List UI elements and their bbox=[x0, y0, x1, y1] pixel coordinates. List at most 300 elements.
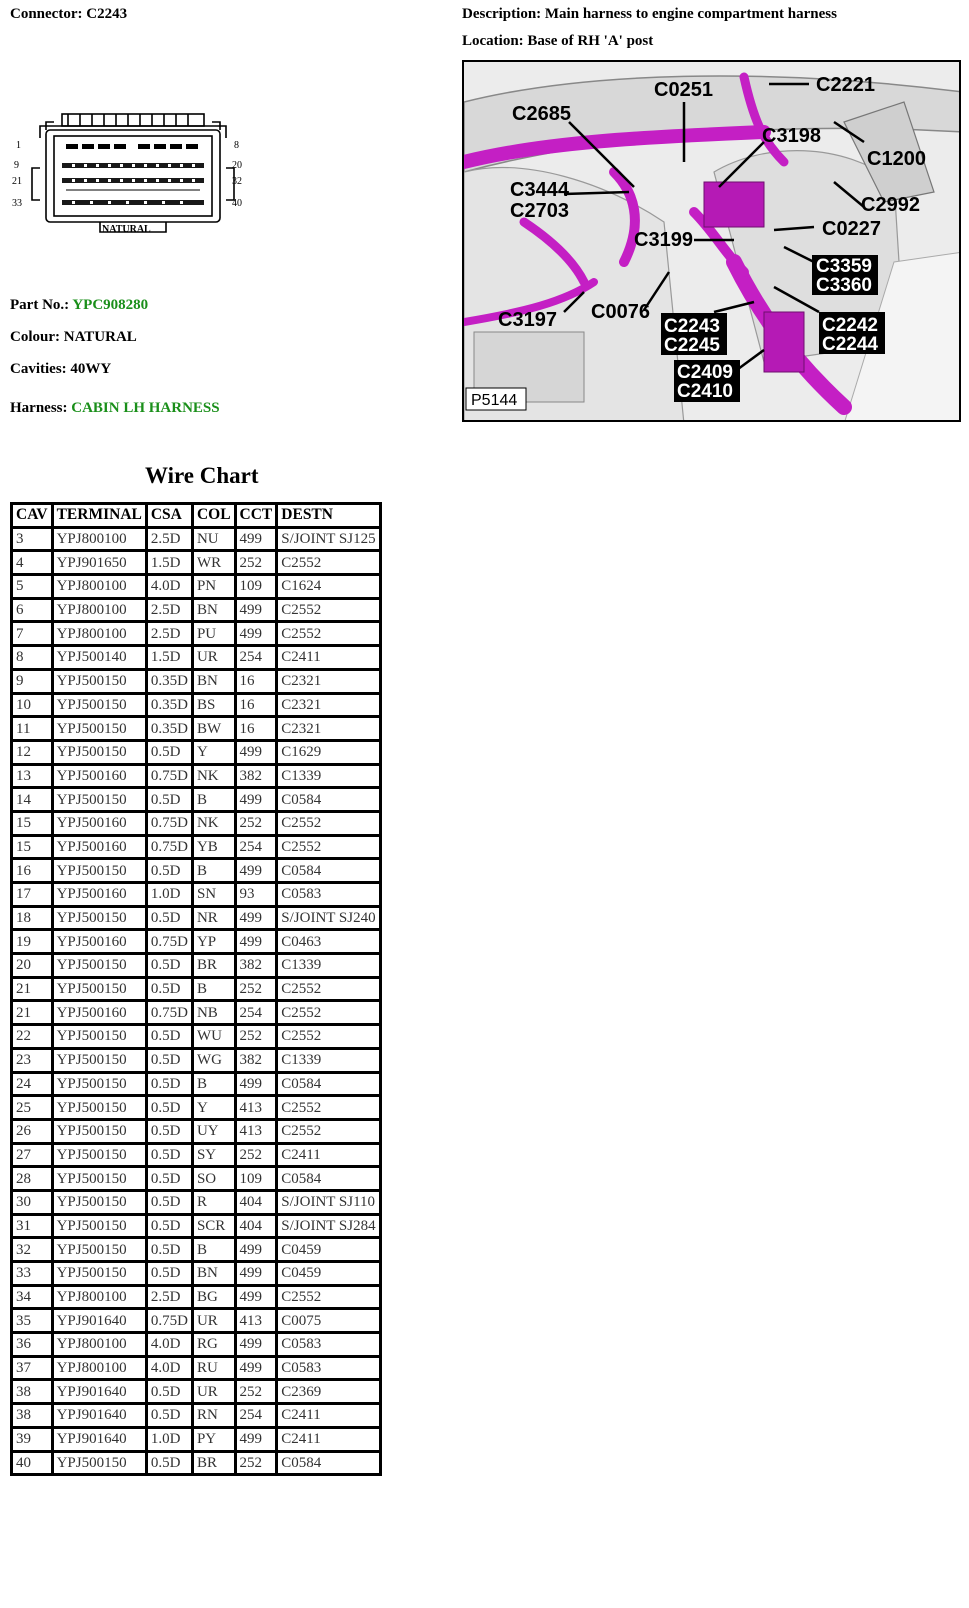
cell-destn: C0584 bbox=[277, 788, 380, 812]
callout-c0251: C0251 bbox=[654, 79, 713, 101]
cell-terminal: YPJ500150 bbox=[52, 954, 146, 978]
cell-csa: 0.5D bbox=[146, 1380, 192, 1404]
cell-terminal: YPJ500160 bbox=[52, 811, 146, 835]
cell-col: B bbox=[192, 1238, 235, 1262]
cell-cav: 21 bbox=[12, 1001, 53, 1025]
table-row bbox=[12, 740, 381, 764]
header-destn: DESTN bbox=[277, 504, 380, 528]
cell-cct: 499 bbox=[235, 1285, 277, 1309]
table-row bbox=[12, 883, 381, 907]
cell-terminal: YPJ901640 bbox=[52, 1309, 146, 1333]
header-csa: CSA bbox=[146, 504, 192, 528]
cell-col: PY bbox=[192, 1427, 235, 1451]
table-row bbox=[12, 930, 381, 954]
part-number-row bbox=[10, 297, 148, 314]
header-col: COL bbox=[192, 504, 235, 528]
cell-destn: C2552 bbox=[277, 977, 380, 1001]
cell-destn: C2552 bbox=[277, 1285, 380, 1309]
cell-destn: C0583 bbox=[277, 883, 380, 907]
cell-csa: 0.5D bbox=[146, 1048, 192, 1072]
callout-c2992: C2992 bbox=[861, 194, 920, 216]
callout-c2685: C2685 bbox=[512, 103, 571, 125]
cell-csa: 0.5D bbox=[146, 1072, 192, 1096]
cell-cct: 404 bbox=[235, 1214, 277, 1238]
wire-chart-header-row bbox=[12, 504, 381, 528]
pin-label-21: 21 bbox=[12, 176, 22, 187]
connector-caption: NATURAL bbox=[102, 224, 151, 235]
cell-cct: 499 bbox=[235, 859, 277, 883]
cell-cav: 31 bbox=[12, 1214, 53, 1238]
cell-destn: C2411 bbox=[277, 1143, 380, 1167]
table-row bbox=[12, 1190, 381, 1214]
cell-cct: 499 bbox=[235, 930, 277, 954]
cell-col: NK bbox=[192, 764, 235, 788]
cell-csa: 2.5D bbox=[146, 598, 192, 622]
table-row bbox=[12, 527, 381, 551]
wire-chart-title: Wire Chart bbox=[145, 463, 259, 488]
cell-col: BG bbox=[192, 1285, 235, 1309]
cell-terminal: YPJ500150 bbox=[52, 1048, 146, 1072]
callout-c1200: C1200 bbox=[867, 148, 926, 170]
cell-destn: C1629 bbox=[277, 740, 380, 764]
location-photo bbox=[462, 60, 961, 422]
cell-csa: 4.0D bbox=[146, 1333, 192, 1357]
cell-cav: 17 bbox=[12, 883, 53, 907]
cell-cct: 499 bbox=[235, 740, 277, 764]
harness-row bbox=[10, 400, 220, 417]
table-row bbox=[12, 646, 381, 670]
cell-cav: 12 bbox=[12, 740, 53, 764]
cell-cct: 382 bbox=[235, 1048, 277, 1072]
cell-col: SO bbox=[192, 1167, 235, 1191]
part-number-label: Part No.: bbox=[10, 297, 73, 313]
cell-terminal: YPJ901640 bbox=[52, 1404, 146, 1428]
cell-csa: 0.5D bbox=[146, 1025, 192, 1049]
table-row bbox=[12, 1427, 381, 1451]
cell-csa: 0.75D bbox=[146, 1001, 192, 1025]
cell-terminal: YPJ800100 bbox=[52, 622, 146, 646]
table-row bbox=[12, 859, 381, 883]
cell-cav: 3 bbox=[12, 527, 53, 551]
cell-cct: 404 bbox=[235, 1190, 277, 1214]
cell-cct: 382 bbox=[235, 954, 277, 978]
cell-cav: 22 bbox=[12, 1025, 53, 1049]
cell-cct: 16 bbox=[235, 669, 277, 693]
cell-cav: 30 bbox=[12, 1190, 53, 1214]
table-row bbox=[12, 669, 381, 693]
table-row bbox=[12, 1262, 381, 1286]
table-row bbox=[12, 1404, 381, 1428]
cell-destn: C1624 bbox=[277, 575, 380, 599]
callout-c2409: C2409 bbox=[677, 362, 733, 383]
cell-cav: 26 bbox=[12, 1119, 53, 1143]
cell-cct: 252 bbox=[235, 551, 277, 575]
cell-cav: 15 bbox=[12, 811, 53, 835]
header-terminal: TERMINAL bbox=[52, 504, 146, 528]
cell-destn: C2321 bbox=[277, 693, 380, 717]
table-row bbox=[12, 551, 381, 575]
cell-destn: C2552 bbox=[277, 551, 380, 575]
cell-destn: C0584 bbox=[277, 1167, 380, 1191]
table-row bbox=[12, 1096, 381, 1120]
cell-cav: 35 bbox=[12, 1309, 53, 1333]
cell-cav: 38 bbox=[12, 1404, 53, 1428]
cell-col: SCR bbox=[192, 1214, 235, 1238]
cell-terminal: YPJ500140 bbox=[52, 646, 146, 670]
cell-destn: C2552 bbox=[277, 1001, 380, 1025]
cell-destn: C2552 bbox=[277, 811, 380, 835]
cell-terminal: YPJ500150 bbox=[52, 1072, 146, 1096]
cell-col: BN bbox=[192, 669, 235, 693]
cell-col: PN bbox=[192, 575, 235, 599]
cell-col: B bbox=[192, 788, 235, 812]
cell-col: BR bbox=[192, 954, 235, 978]
cell-cav: 9 bbox=[12, 669, 53, 693]
harness-label: Harness: bbox=[10, 400, 72, 416]
cell-col: UR bbox=[192, 1309, 235, 1333]
cell-csa: 0.75D bbox=[146, 930, 192, 954]
cell-destn: C2321 bbox=[277, 669, 380, 693]
callout-c3199: C3199 bbox=[634, 229, 693, 251]
cell-cav: 23 bbox=[12, 1048, 53, 1072]
cell-cct: 499 bbox=[235, 527, 277, 551]
pin-label-1: 1 bbox=[16, 140, 21, 151]
cell-terminal: YPJ500150 bbox=[52, 693, 146, 717]
callout-c2245: C2245 bbox=[664, 335, 720, 356]
table-row bbox=[12, 1356, 381, 1380]
cell-csa: 0.5D bbox=[146, 1214, 192, 1238]
cell-cav: 21 bbox=[12, 977, 53, 1001]
cell-cav: 11 bbox=[12, 717, 53, 741]
cell-terminal: YPJ500150 bbox=[52, 1238, 146, 1262]
header-cct: CCT bbox=[235, 504, 277, 528]
table-row bbox=[12, 1333, 381, 1357]
cell-csa: 0.5D bbox=[146, 1238, 192, 1262]
cell-cct: 499 bbox=[235, 1072, 277, 1096]
cell-csa: 0.5D bbox=[146, 788, 192, 812]
cell-terminal: YPJ800100 bbox=[52, 598, 146, 622]
cell-csa: 0.5D bbox=[146, 1143, 192, 1167]
cell-col: SN bbox=[192, 883, 235, 907]
callout-c2221: C2221 bbox=[816, 74, 875, 96]
cell-cct: 499 bbox=[235, 788, 277, 812]
cell-cct: 254 bbox=[235, 1001, 277, 1025]
cell-col: RG bbox=[192, 1333, 235, 1357]
cell-csa: 0.5D bbox=[146, 954, 192, 978]
cell-cav: 20 bbox=[12, 954, 53, 978]
table-row bbox=[12, 811, 381, 835]
cell-csa: 0.5D bbox=[146, 1167, 192, 1191]
cell-terminal: YPJ800100 bbox=[52, 575, 146, 599]
cell-destn: C0459 bbox=[277, 1262, 380, 1286]
cell-destn: C0459 bbox=[277, 1238, 380, 1262]
cell-cct: 252 bbox=[235, 977, 277, 1001]
cell-cav: 6 bbox=[12, 598, 53, 622]
callout-c3359: C3359 bbox=[816, 256, 872, 277]
cell-col: UR bbox=[192, 646, 235, 670]
cell-terminal: YPJ500150 bbox=[52, 788, 146, 812]
cell-csa: 0.75D bbox=[146, 835, 192, 859]
callout-c2244: C2244 bbox=[822, 334, 878, 355]
connector-face-diagram bbox=[10, 108, 250, 240]
cell-cav: 14 bbox=[12, 788, 53, 812]
cell-cav: 27 bbox=[12, 1143, 53, 1167]
cell-csa: 1.5D bbox=[146, 551, 192, 575]
cell-cav: 33 bbox=[12, 1262, 53, 1286]
table-row bbox=[12, 1001, 381, 1025]
table-row bbox=[12, 1285, 381, 1309]
pin-label-32: 32 bbox=[232, 176, 242, 187]
header-cav: CAV bbox=[12, 504, 53, 528]
cell-col: RN bbox=[192, 1404, 235, 1428]
cell-terminal: YPJ800100 bbox=[52, 1285, 146, 1309]
cell-terminal: YPJ901640 bbox=[52, 1427, 146, 1451]
cell-destn: C1339 bbox=[277, 764, 380, 788]
cell-destn: S/JOINT SJ110 bbox=[277, 1190, 380, 1214]
cell-destn: C2552 bbox=[277, 1119, 380, 1143]
cell-cct: 252 bbox=[235, 1380, 277, 1404]
callout-c0076: C0076 bbox=[591, 301, 650, 323]
cell-terminal: YPJ500150 bbox=[52, 717, 146, 741]
cell-cct: 16 bbox=[235, 693, 277, 717]
cell-col: B bbox=[192, 977, 235, 1001]
cell-csa: 4.0D bbox=[146, 575, 192, 599]
cell-csa: 2.5D bbox=[146, 622, 192, 646]
cell-csa: 1.0D bbox=[146, 1427, 192, 1451]
pin-label-8: 8 bbox=[234, 140, 239, 151]
cell-col: NK bbox=[192, 811, 235, 835]
cell-cav: 4 bbox=[12, 551, 53, 575]
table-row bbox=[12, 1380, 381, 1404]
cell-col: YP bbox=[192, 930, 235, 954]
cell-terminal: YPJ901640 bbox=[52, 1380, 146, 1404]
cell-cct: 499 bbox=[235, 1333, 277, 1357]
cell-terminal: YPJ500160 bbox=[52, 883, 146, 907]
table-row bbox=[12, 764, 381, 788]
table-row bbox=[12, 906, 381, 930]
cell-col: BS bbox=[192, 693, 235, 717]
cell-cav: 5 bbox=[12, 575, 53, 599]
cell-col: SY bbox=[192, 1143, 235, 1167]
cell-destn: C2411 bbox=[277, 646, 380, 670]
cell-destn: C0584 bbox=[277, 859, 380, 883]
pin-label-40: 40 bbox=[232, 198, 242, 209]
callout-c0227: C0227 bbox=[822, 218, 881, 240]
harness-location-illustration bbox=[464, 62, 961, 422]
callout-c3444: C3444 bbox=[510, 179, 569, 201]
cell-csa: 0.75D bbox=[146, 811, 192, 835]
cell-csa: 0.5D bbox=[146, 977, 192, 1001]
callout-c2243: C2243 bbox=[664, 316, 720, 337]
cell-cav: 8 bbox=[12, 646, 53, 670]
table-row bbox=[12, 1072, 381, 1096]
cell-col: BR bbox=[192, 1451, 235, 1475]
cell-cav: 40 bbox=[12, 1451, 53, 1475]
table-row bbox=[12, 835, 381, 859]
cell-destn: C2552 bbox=[277, 1096, 380, 1120]
cell-destn: C2411 bbox=[277, 1427, 380, 1451]
table-row bbox=[12, 1167, 381, 1191]
cell-cct: 93 bbox=[235, 883, 277, 907]
cell-col: B bbox=[192, 1072, 235, 1096]
cell-cct: 499 bbox=[235, 1356, 277, 1380]
cell-destn: C0463 bbox=[277, 930, 380, 954]
cell-csa: 0.5D bbox=[146, 1190, 192, 1214]
cell-col: BN bbox=[192, 598, 235, 622]
cell-destn: C0075 bbox=[277, 1309, 380, 1333]
cell-destn: C0583 bbox=[277, 1356, 380, 1380]
cell-cav: 15 bbox=[12, 835, 53, 859]
cell-terminal: YPJ800100 bbox=[52, 1333, 146, 1357]
cell-csa: 2.5D bbox=[146, 1285, 192, 1309]
cell-cct: 499 bbox=[235, 1238, 277, 1262]
cell-csa: 2.5D bbox=[146, 527, 192, 551]
cell-col: YB bbox=[192, 835, 235, 859]
cell-destn: C2321 bbox=[277, 717, 380, 741]
cell-terminal: YPJ500150 bbox=[52, 977, 146, 1001]
cell-cav: 37 bbox=[12, 1356, 53, 1380]
cell-col: B bbox=[192, 859, 235, 883]
cell-csa: 0.5D bbox=[146, 740, 192, 764]
cell-csa: 0.35D bbox=[146, 693, 192, 717]
cell-destn: S/JOINT SJ240 bbox=[277, 906, 380, 930]
cell-col: UR bbox=[192, 1380, 235, 1404]
table-row bbox=[12, 1309, 381, 1333]
cell-col: PU bbox=[192, 622, 235, 646]
cell-cct: 254 bbox=[235, 1404, 277, 1428]
cell-terminal: YPJ500150 bbox=[52, 906, 146, 930]
cell-destn: S/JOINT SJ284 bbox=[277, 1214, 380, 1238]
callout-c2242: C2242 bbox=[822, 315, 878, 336]
callout-c3360: C3360 bbox=[816, 275, 872, 296]
cell-terminal: YPJ500160 bbox=[52, 764, 146, 788]
cell-col: BN bbox=[192, 1262, 235, 1286]
cell-terminal: YPJ500150 bbox=[52, 1096, 146, 1120]
cell-terminal: YPJ901650 bbox=[52, 551, 146, 575]
cell-csa: 0.5D bbox=[146, 1119, 192, 1143]
cell-cav: 36 bbox=[12, 1333, 53, 1357]
cell-terminal: YPJ500150 bbox=[52, 669, 146, 693]
table-row bbox=[12, 1143, 381, 1167]
cell-destn: C0583 bbox=[277, 1333, 380, 1357]
cell-cct: 499 bbox=[235, 1427, 277, 1451]
colour-row: Colour: NATURAL bbox=[10, 329, 137, 345]
table-row bbox=[12, 977, 381, 1001]
cell-csa: 0.5D bbox=[146, 859, 192, 883]
table-row bbox=[12, 788, 381, 812]
cell-csa: 0.5D bbox=[146, 1451, 192, 1475]
cell-terminal: YPJ500150 bbox=[52, 1143, 146, 1167]
cell-col: BW bbox=[192, 717, 235, 741]
table-row bbox=[12, 575, 381, 599]
cell-cct: 252 bbox=[235, 1025, 277, 1049]
cell-destn: C2552 bbox=[277, 598, 380, 622]
cell-csa: 0.5D bbox=[146, 1096, 192, 1120]
harness-link[interactable]: CABIN LH HARNESS bbox=[71, 400, 220, 416]
cell-terminal: YPJ500160 bbox=[52, 835, 146, 859]
cell-cav: 38 bbox=[12, 1380, 53, 1404]
cell-cct: 254 bbox=[235, 646, 277, 670]
cell-col: WG bbox=[192, 1048, 235, 1072]
cell-col: WR bbox=[192, 551, 235, 575]
cell-cav: 19 bbox=[12, 930, 53, 954]
cell-csa: 0.35D bbox=[146, 717, 192, 741]
cell-cct: 16 bbox=[235, 717, 277, 741]
cell-cct: 252 bbox=[235, 1451, 277, 1475]
cell-terminal: YPJ800100 bbox=[52, 1356, 146, 1380]
location-label: Location: Base of RH 'A' post bbox=[462, 33, 654, 49]
cell-col: NU bbox=[192, 527, 235, 551]
cell-cct: 499 bbox=[235, 906, 277, 930]
cell-destn: C0584 bbox=[277, 1451, 380, 1475]
cell-csa: 1.5D bbox=[146, 646, 192, 670]
cell-terminal: YPJ500150 bbox=[52, 1167, 146, 1191]
cell-cct: 413 bbox=[235, 1119, 277, 1143]
table-row bbox=[12, 598, 381, 622]
pin-label-9: 9 bbox=[14, 160, 19, 171]
table-row bbox=[12, 1451, 381, 1475]
table-row bbox=[12, 622, 381, 646]
table-row bbox=[12, 954, 381, 978]
cell-cct: 254 bbox=[235, 835, 277, 859]
cavities-row: Cavities: 40WY bbox=[10, 361, 112, 377]
callout-c2410: C2410 bbox=[677, 381, 733, 402]
cell-destn: C2552 bbox=[277, 622, 380, 646]
cell-cct: 499 bbox=[235, 598, 277, 622]
cell-cct: 382 bbox=[235, 764, 277, 788]
cell-terminal: YPJ500150 bbox=[52, 1025, 146, 1049]
cell-csa: 0.35D bbox=[146, 669, 192, 693]
cell-col: R bbox=[192, 1190, 235, 1214]
cell-csa: 1.0D bbox=[146, 883, 192, 907]
connector-label: Connector: C2243 bbox=[10, 6, 128, 22]
cell-col: Y bbox=[192, 740, 235, 764]
cell-col: WU bbox=[192, 1025, 235, 1049]
cell-destn: C1339 bbox=[277, 954, 380, 978]
cell-cav: 7 bbox=[12, 622, 53, 646]
part-number-link[interactable]: YPC908280 bbox=[72, 297, 149, 313]
cell-terminal: YPJ500150 bbox=[52, 1190, 146, 1214]
cell-cct: 252 bbox=[235, 1143, 277, 1167]
cell-cav: 32 bbox=[12, 1238, 53, 1262]
photo-ref: P5144 bbox=[471, 392, 518, 409]
cell-cav: 25 bbox=[12, 1096, 53, 1120]
cell-terminal: YPJ500150 bbox=[52, 1451, 146, 1475]
cell-cav: 13 bbox=[12, 764, 53, 788]
table-row bbox=[12, 1238, 381, 1262]
cell-cav: 34 bbox=[12, 1285, 53, 1309]
cell-cav: 39 bbox=[12, 1427, 53, 1451]
cell-cav: 24 bbox=[12, 1072, 53, 1096]
cell-destn: C1339 bbox=[277, 1048, 380, 1072]
table-row bbox=[12, 1025, 381, 1049]
cell-terminal: YPJ800100 bbox=[52, 527, 146, 551]
cell-col: Y bbox=[192, 1096, 235, 1120]
callout-c3197: C3197 bbox=[498, 309, 557, 331]
cell-cct: 413 bbox=[235, 1096, 277, 1120]
table-row bbox=[12, 1214, 381, 1238]
cell-destn: S/JOINT SJ125 bbox=[277, 527, 380, 551]
table-row bbox=[12, 1119, 381, 1143]
cell-csa: 4.0D bbox=[146, 1356, 192, 1380]
cell-cav: 16 bbox=[12, 859, 53, 883]
cell-col: UY bbox=[192, 1119, 235, 1143]
cell-col: NR bbox=[192, 906, 235, 930]
description-label: Description: Main harness to engine compartment harness bbox=[462, 6, 837, 22]
wire-chart-table bbox=[10, 502, 382, 1476]
pin-label-20: 20 bbox=[232, 160, 242, 171]
cell-terminal: YPJ500160 bbox=[52, 930, 146, 954]
